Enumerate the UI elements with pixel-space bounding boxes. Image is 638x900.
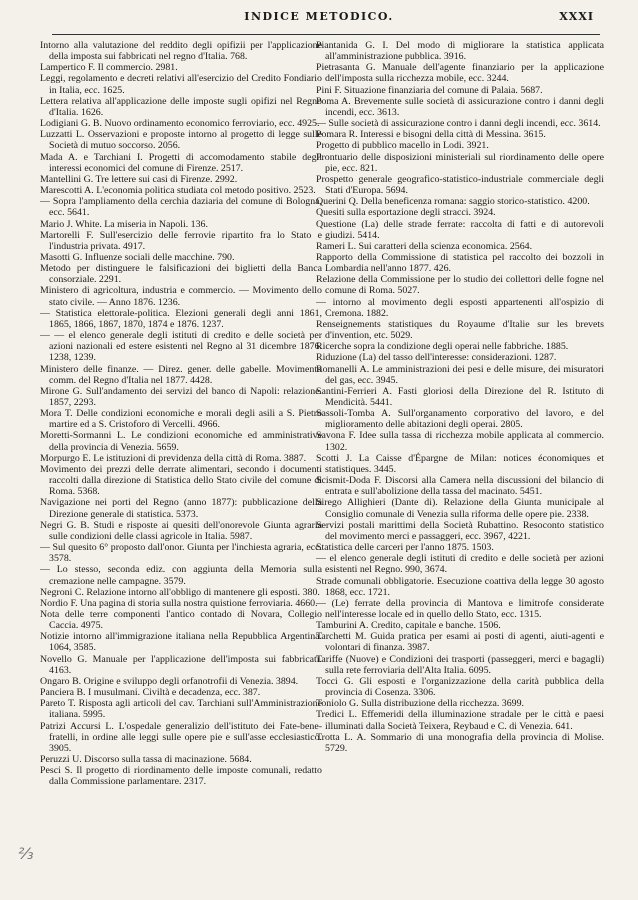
index-entry: Relazione della Commissione per lo studio dei collettori delle fogne nel comune di Roma. 5027. [316, 274, 604, 297]
index-entry: Tocci G. Gli esposti e l'organizzazione della carità pubblica della provincia di Cosenza. 3306. [316, 675, 604, 699]
index-entry: Pomara R. Interessi e bisogni della città di Messina. 3615. [316, 129, 546, 141]
running-title: INDICE METODICO. [244, 10, 394, 23]
index-entry: Poma A. Brevemente sulle società di assicurazione contro i danni degli incendi, ecc. 3613. [316, 95, 604, 118]
index-entry: Moretti-Sormanni L. Le condizioni economiche ed amministrative della provincia di Venezia. 5659. [40, 430, 322, 453]
index-entry: Tamburini A. Credito, capitale e banche. 1506. [316, 620, 501, 632]
index-entry: — Sul quesito 6° proposto dall'onor. Giunta per l'inchiesta agraria, ecc. 3578. [40, 542, 322, 565]
index-entry: — Statistica elettorale-politica. Elezioni generali degli anni 1861, 1865, 1866, 1867, 1870, 1874 e 1876. 1237. [40, 307, 322, 330]
index-entry: — Sopra l'ampliamento della cerchia daziaria del comune di Bologna, ecc. 5641. [40, 196, 322, 219]
index-entry: Notizie intorno all'immigrazione italiana nella Repubblica Argentina. 1064, 3585. [40, 631, 322, 654]
index-entry: Quesiti sulla esportazione degli stracci. 3924. [316, 207, 496, 219]
index-entry: Pietrasanta G. Manuale dell'agente finanziario per la applicazione dell'imposta sulla ricchezza mobile, ecc. 3244. [316, 62, 604, 85]
index-entry: Sirego Allighieri (Dante di). Relazione della Giunta municipale al Consiglio comunale di Venezia sulla riforma delle opere pie. 2338. [316, 497, 604, 520]
index-entry: — Sulle società di assicurazione contro i danni degli incendi, ecc. 3614. [316, 118, 601, 130]
index-entry: Renseignements statistiques du Royaume d'Italie sur les brevets d'invention, etc. 5029. [316, 318, 604, 342]
index-entry: Luzzatti L. Osservazioni e proposte intorno al progetto di legge sulle Società di mutuo soccorso. 2056. [40, 129, 322, 152]
index-entry: Martorelli F. Sull'esercizio delle ferrovie ripartito fra lo Stato e l'industria privata. 4917. [40, 229, 322, 252]
index-entry: Statistica delle carceri per l'anno 1875. 1503. [316, 542, 494, 554]
index-entry: Romanelli A. Le amministrazioni dei pesi e delle misure, dei misuratori del gas, ecc. 3945. [316, 363, 604, 386]
index-entry: Sassoli-Tomba A. Sull'organamento corporativo del lavoro, e del miglioramento delle abitazioni degli operai. 2805. [316, 408, 604, 431]
handwritten-mark: ⅔ [18, 844, 34, 863]
index-entry: Trotta L. A. Sommario di una monografia della provincia di Molise. 5729. [316, 731, 604, 754]
index-entry: Ministero delle finanze. — Direz. gener. delle gabelle. Movimento comm. del Regno d'Italia nel 1877. 4428. [40, 363, 322, 386]
index-entry: Prospetto generale geografico-statistico-industriale commerciale degli Stati d'Europa. 5694. [316, 173, 604, 197]
index-entry: Morpurgo E. Le istituzioni di previdenza della città di Roma. 3887. [40, 452, 307, 464]
index-entry: Lodigiani G. B. Nuovo ordinamento economico ferroviario, ecc. 4925. [40, 118, 320, 130]
index-entry: Scismit-Doda F. Discorsi alla Camera nella discussioni del bilancio di entrata e sull'abolizione della tassa del macinato. 5451. [316, 475, 604, 498]
index-entry: Tredici L. Effemeridi della illuminazione stradale per le città e paesi illuminati dalla Società Teixera, Reybaud e C. di Venezia. 641. [316, 709, 604, 732]
header-rule [52, 34, 600, 35]
index-entry: — el elenco generale degli istituti di credito e delle società per azioni esistenti nel Regno. 990, 3674. [316, 553, 604, 576]
index-entry: Rapporto della Commissione di statistica pel raccolto dei bozzoli in Lombardia nell'anno 1877. 426. [316, 251, 604, 275]
index-entry: — (Le) ferrate della provincia di Mantova e limitrofe considerate nell'interesse locale ed in quello dello Stato, ecc. 1315. [316, 597, 604, 620]
page-number: XXXI [559, 10, 594, 23]
index-entry: Ongaro B. Origine e sviluppo degli orfanotrofii di Venezia. 3894. [40, 675, 299, 687]
index-entry: Rameri L. Sui caratteri della scienza economica. 2564. [316, 240, 533, 252]
index-entry: Movimento dei prezzi delle derrate alimentari, secondo i documenti raccolti dalla direzione di Statistica dello Stato civile del comune di Roma. 5368. [40, 463, 322, 498]
index-entry: Mirone G. Sull'andamento dei servizi del banco di Napoli: relazione. 1857, 2293. [40, 385, 322, 408]
index-column-left [40, 40, 322, 787]
index-entry: Riduzione (La) del tasso dell'interesse: considerazioni. 1287. [316, 352, 557, 364]
index-entry: Tariffe (Nuove) e Condizioni dei trasporti (passeggeri, merci e bagagli) sulla rete ferroviaria dell'Alta Italia. 6095. [316, 653, 604, 676]
index-entry: Peruzzi U. Discorso sulla tassa di macinazione. 5684. [40, 754, 252, 765]
index-entry: Santini-Ferrieri A. Fasti gloriosi della Direzione del R. Istituto di Mendicità. 5441. [316, 385, 604, 408]
index-entry: Metodo per distinguere le falsificazioni dei biglietti della Banca consorziale. 2291. [40, 263, 322, 286]
index-entry: Masotti G. Influenze sociali delle macchine. 790. [40, 251, 235, 263]
index-entry: Piantanida G. I. Del modo di migliorare la statistica applicata all'amministrazione pubblica. 3916. [316, 40, 604, 63]
index-entry: Lampertico F. Il commercio. 2981. [40, 62, 178, 74]
index-entry: Negri G. B. Studi e risposte ai quesiti dell'onorevole Giunta agraria sulle condizioni delle classi agricole in Italia. 5987. [40, 519, 322, 542]
index-column-right [316, 40, 604, 754]
index-entry: Nordio F. Una pagina di storia sulla nostra quistione ferroviaria. 4660. [40, 597, 318, 609]
page-header [0, 8, 638, 30]
index-entry: Pesci S. Il progetto di riordinamento delle imposte comunali, redatto dalla Commissione parlamentare. 2317. [40, 765, 322, 788]
index-entry: Negroni C. Relazione intorno all'obbligo di mantenere gli esposti. 380. [40, 586, 320, 598]
index-entry: Tarchetti M. Guida pratica per esami ai posti di agenti, aiuti-agenti e volontari di finanza. 3987. [316, 631, 604, 654]
index-entry: Pareto T. Risposta agli articoli del cav. Tarchiani sull'Amministrazione italiana. 5995. [40, 698, 322, 721]
index-entry: Savona F. Idee sulla tassa di ricchezza mobile applicata al commercio. 1302. [316, 430, 604, 453]
index-entry: — — el elenco generale degli istituti di credito e delle società per azioni nazionali ed estere esistenti nel Regno al 31 dicembre 1876. 1238, 1239. [40, 330, 322, 364]
index-entry: Intorno alla valutazione del reddito degli opifizii per l'applicazione della imposta sui fabbricati nel regno d'Italia. 768. [40, 40, 322, 63]
index-entry: Leggi, regolamento e decreti relativi all'esercizio del Credito Fondiario in Italia, ecc. 1625. [40, 73, 322, 96]
index-entry: Ricerche sopra la condizione degli operai nelle fabbriche. 1885. [316, 341, 569, 353]
index-entry: — Lo stesso, seconda ediz. con aggiunta della Memoria sulla cremazione nelle campagne. 3579. [40, 564, 322, 587]
index-entry: Mada A. e Tarchiani I. Progetti di accomodamento stabile degli interessi economici del comune di Firenze. 2517. [40, 151, 322, 174]
index-entry: Lettera relativa all'applicazione delle imposte sugli opifizi nel Regno d'Italia. 1626. [40, 95, 322, 118]
index-entry: Mantellini G. Tre lettere sui casi di Firenze. 2992. [40, 173, 238, 185]
index-entry: Strade comunali obbligatorie. Esecuzione coattiva della legge 30 agosto 1868, ecc. 1721. [316, 575, 604, 598]
index-entry: Scotti J. La Caisse d'Épargne de Milan: notices économiques et statistiques. 3445. [316, 452, 604, 475]
index-entry: — intorno al movimento degli esposti appartenenti all'ospizio di Cremona. 1882. [316, 296, 604, 319]
index-entry: Prontuario delle disposizioni ministeriali sul riordinamento delle opere pie, ecc. 821. [316, 151, 604, 174]
index-entry: Servizi postali marittimi della Società Rubattino. Resoconto statistico del movimento merci e passaggeri, ecc. 3967, 4221. [316, 519, 604, 542]
index-entry: Patrizi Accursi L. L'ospedale generalizio dell'istituto dei Fate-bene-fratelli, in ordine alle leggi sulle opere pie e sull'asse ecclesiastico. 3905. [40, 720, 322, 754]
index-entry: Panciera B. I musulmani. Civiltà e decadenza, ecc. 387. [40, 687, 261, 699]
index-entry: Progetto di pubblico macello in Lodi. 3921. [316, 140, 489, 152]
index-entry: Querini Q. Della beneficenza romana: saggio storico-statistico. 4200. [316, 196, 590, 208]
index-entry: Navigazione nei porti del Regno (anno 1877): pubblicazione della Direzione generale di statistica. 5373. [40, 497, 322, 520]
index-entry: Mora T. Delle condizioni economiche e morali degli asili a S. Pietro martire ed a S. Cristoforo di Vercelli. 4966. [40, 408, 322, 431]
index-entry: Mario J. White. La miseria in Napoli. 136. [40, 218, 208, 230]
index-entry: Questione (La) delle strade ferrate: raccolta di fatti e di autorevoli giudizi. 5414. [316, 218, 604, 241]
index-entry: Toniolo G. Sulla distribuzione della ricchezza. 3699. [316, 698, 524, 710]
index-entry: Marescotti A. L'economia politica studiata col metodo positivo. 2523. [40, 185, 316, 197]
index-entry: Pini F. Situazione finanziaria del comune di Palaia. 5687. [316, 84, 543, 96]
index-entry: Nota delle terre componenti l'antico contado di Novara, Collegio Caccia. 4975. [40, 608, 322, 632]
index-entry: Ministero di agricoltura, industria e commercio. — Movimento dello stato civile. — Anno 1876. 1236. [40, 285, 322, 308]
index-entry: Novello G. Manuale per l'applicazione dell'imposta sui fabbricati. 4163. [40, 653, 322, 676]
